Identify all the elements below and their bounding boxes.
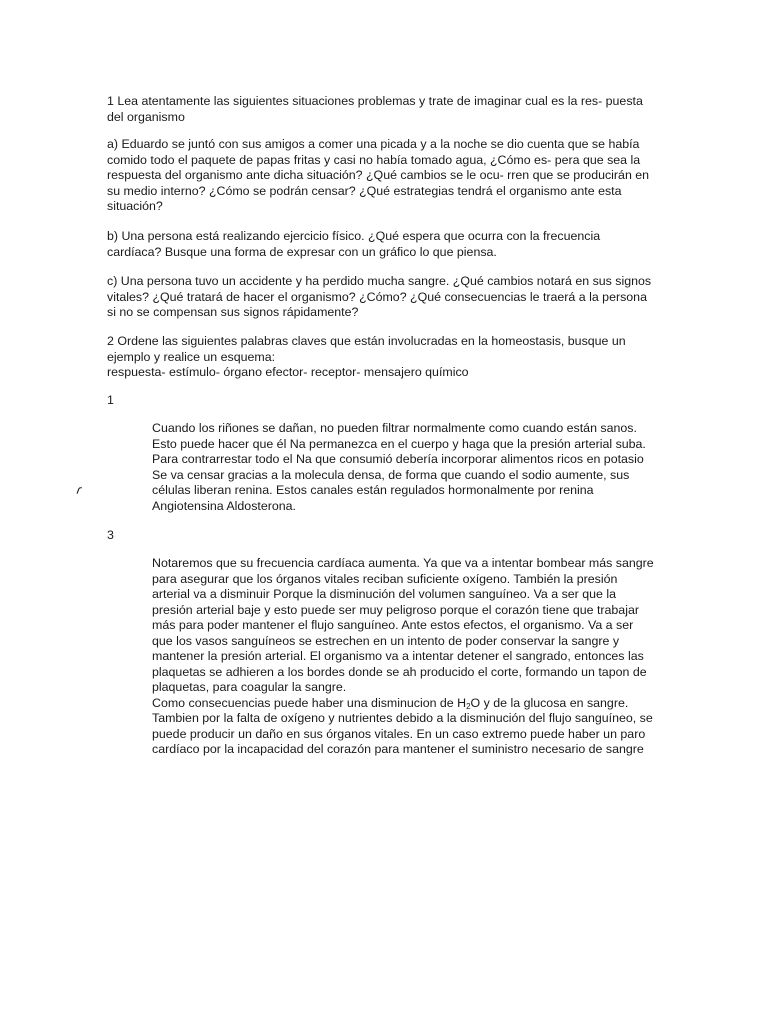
question-1b: b) Una persona está realizando ejercicio físico. ¿Qué espera que ocurra con la frecuencia cardíaca? Busque una forma de expresar con un gráfico lo que piensa. — [107, 229, 601, 259]
question-1c: c) Una persona tuvo un accidente y ha perdido mucha sangre. ¿Qué cambios notará en sus signos vitales? ¿Qué tratará de hacer el organismo? ¿Cómo? ¿Qué consecuencias le traerá a la persona si no se compensan sus signos rápidamente? — [107, 274, 652, 319]
question-2: 2 Ordene las siguientes palabras claves que están involucradas en la homeostasis, busque un ejemplo y realice un esquema: respuesta- estímulo- órgano efector- receptor- mensajero químico — [107, 334, 626, 379]
answer-3-cont-before: Como consecuencias puede haber una disminucion de H — [152, 695, 467, 710]
question-1a: a) Eduardo se juntó con sus amigos a comer una picada y a la noche se dio cuenta que se había comido todo el paquete de papas fritas y casi no había tomado agua, ¿Cómo es- pera que sea la respuesta del organismo ante dicha situación? ¿Qué cambios se le ocu- rren que se producirán en su medio interno? ¿Cómo se podrán censar? ¿Qué estrategias tendrá el organismo ante esta situación? — [107, 137, 650, 213]
answer-3-number: 3 — [107, 528, 114, 542]
stray-mark: ɾ — [75, 481, 83, 498]
question-1-intro: 1 Lea atentamente las siguientes situaciones problemas y trate de imaginar cual es la res- puesta del organismo — [107, 94, 643, 124]
answer-3-text — [152, 556, 672, 758]
answer-3-cont-after: O y de la glucosa en sangre. Tambien por la falta de oxígeno y nutrientes debido a la disminución del flujo sanguíneo, se puede producir un daño en sus órganos vitales. En un caso extremo puede haber un paro cardíaco por la incapacidad del corazón para mantener el suministro necesario de sangre — [152, 695, 653, 756]
answer-1-text: Cuando los riñones se dañan, no pueden filtrar normalmente como cuando están sanos. Esto puede hacer que él Na permanezca en el cuerpo y haga que la presión arterial suba. Para contrarrestar todo el Na que consumió debería incorporar alimentos ricos en potasio Se va censar gracias a la molecula densa, de forma que cuando el sodio aumente, sus células liberan renina. Estos canales están regulados hormonalmente por renina Angiotensina Aldosterona. — [152, 421, 646, 513]
answer-1-number: 1 — [107, 393, 114, 407]
h2o-subscript: 2 — [466, 701, 471, 711]
answer-3-paragraph-1: Notaremos que su frecuencia cardíaca aumenta. Ya que va a intentar bombear más sangre para asegurar que los órganos vitales reciban suficiente oxígeno. También la presión arterial va a disminuir Porque la disminución del volumen sanguíneo. Va a ser que la presión arterial baje y esto puede ser muy peligroso porque el corazón tiene que trabajar más para poder mantener el flujo sanguíneo. Ante estos efectos, el organismo. Va a ser que los vasos sanguíneos se estrechen en un intento de poder conservar la sangre y mantener la presión arterial. El organismo va a intentar detener el sangrado, entonces las plaquetas se adhieren a los bordes donde se ah producido el corte, formando un tapon de plaquetas, para coagular la sangre. — [152, 556, 654, 694]
